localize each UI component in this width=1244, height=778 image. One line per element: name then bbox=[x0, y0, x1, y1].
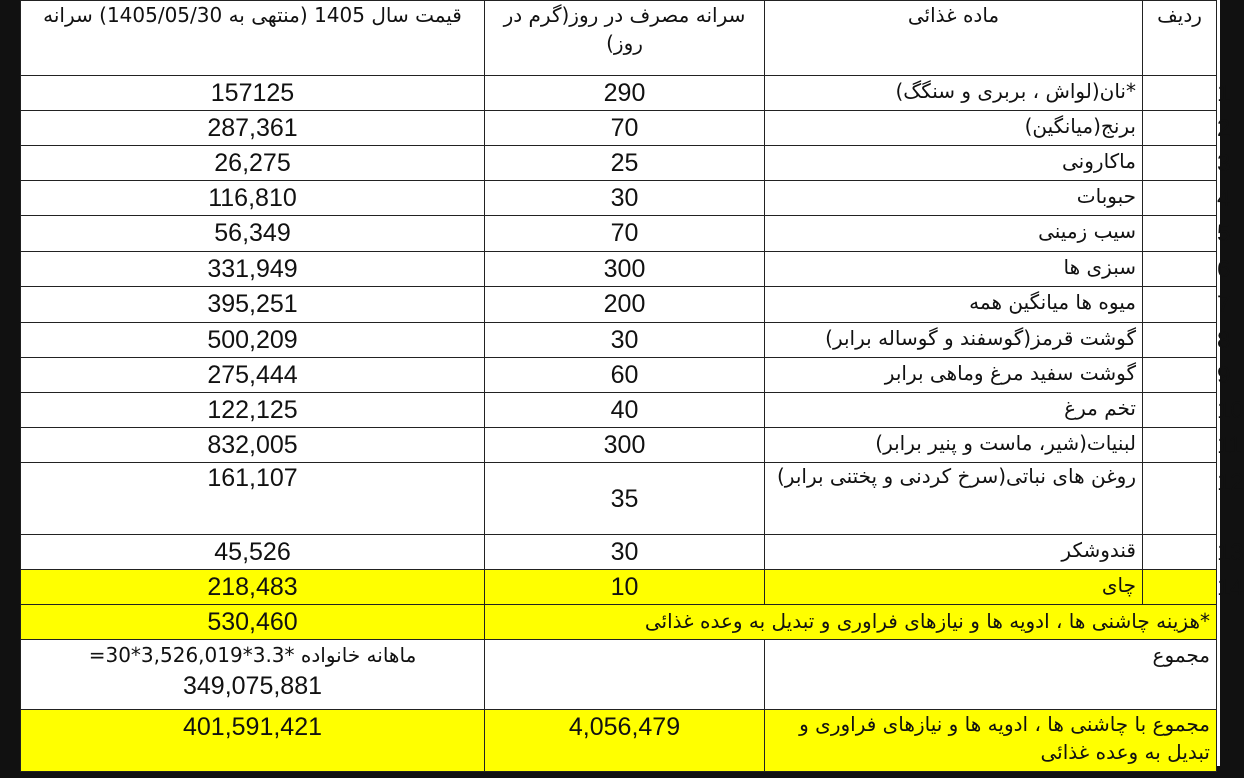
sheet bbox=[20, 0, 1244, 766]
spices-price-cell: 530,460 bbox=[21, 605, 485, 640]
item-cell: روغن های نباتی(سرخ کردنی و پختنی برابر) bbox=[765, 463, 1143, 535]
grand-price-cell: 401,591,421 bbox=[21, 710, 485, 772]
item-cell: چای bbox=[765, 570, 1143, 605]
grams-cell: 30 bbox=[485, 323, 765, 358]
grams-cell: 60 bbox=[485, 358, 765, 393]
spices-row bbox=[21, 605, 1217, 640]
price-cell: 157125 bbox=[21, 76, 485, 111]
food-cost-table bbox=[20, 0, 1244, 772]
row-number-cell: 4 bbox=[1143, 181, 1217, 216]
row-number-cell: 7 bbox=[1143, 287, 1217, 323]
row-number-cell: 13 bbox=[1143, 535, 1217, 570]
table-row bbox=[21, 358, 1217, 393]
item-cell: ماکارونی bbox=[765, 146, 1143, 181]
table-row bbox=[21, 535, 1217, 570]
grams-cell: 40 bbox=[485, 393, 765, 428]
grams-cell: 200 bbox=[485, 287, 765, 323]
monthly-value: 349,075,881 bbox=[182, 672, 323, 700]
item-cell: سبزی ها bbox=[765, 252, 1143, 287]
grams-cell: 70 bbox=[485, 111, 765, 146]
price-cell: 56,349 bbox=[21, 216, 485, 252]
item-cell: برنج(میانگین) bbox=[765, 111, 1143, 146]
price-cell: 218,483 bbox=[21, 570, 485, 605]
monthly-formula: ماهانه خانواده *3.3*3,526,019*30= bbox=[88, 643, 417, 667]
grams-cell: 35 bbox=[485, 463, 765, 535]
grams-cell: 300 bbox=[485, 252, 765, 287]
item-cell: میوه ها میانگین همه bbox=[765, 287, 1143, 323]
header-row bbox=[21, 1, 1217, 76]
grams-cell: 10 bbox=[485, 570, 765, 605]
table-row bbox=[21, 428, 1217, 463]
price-cell: 161,107 bbox=[21, 463, 485, 535]
total-row bbox=[21, 640, 1217, 710]
row-number-cell: 9 bbox=[1143, 358, 1217, 393]
grams-cell: 300 bbox=[485, 428, 765, 463]
row-number-cell: 2 bbox=[1143, 111, 1217, 146]
header-price: قیمت سال 1405 (منتهی به 1405/05/30) سرانه bbox=[21, 1, 485, 76]
row-number-cell: 6 bbox=[1143, 252, 1217, 287]
price-cell: 45,526 bbox=[21, 535, 485, 570]
grams-cell: 70 bbox=[485, 216, 765, 252]
grams-cell: 290 bbox=[485, 76, 765, 111]
row-number-cell: 8 bbox=[1143, 323, 1217, 358]
header-item: ماده غذائی bbox=[765, 1, 1143, 76]
price-cell: 26,275 bbox=[21, 146, 485, 181]
item-cell: قندوشکر bbox=[765, 535, 1143, 570]
row-number-cell: 3 bbox=[1143, 146, 1217, 181]
spices-label-cell: *هزینه چاشنی ها ، ادویه ها و نیازهای فراوری و تبدیل به وعده غذائی bbox=[485, 605, 1217, 640]
table-row bbox=[21, 393, 1217, 428]
item-cell: حبوبات bbox=[765, 181, 1143, 216]
total-label-cell: مجموع bbox=[765, 640, 1217, 710]
table-row bbox=[21, 463, 1217, 535]
grams-cell: 25 bbox=[485, 146, 765, 181]
item-cell: *نان(لواش ، بربری و سنگگ) bbox=[765, 76, 1143, 111]
grams-cell: 30 bbox=[485, 181, 765, 216]
table-row bbox=[21, 146, 1217, 181]
empty-cell bbox=[485, 640, 765, 710]
row-number-cell: 5 bbox=[1143, 216, 1217, 252]
header-row-number: ردیف bbox=[1143, 1, 1217, 76]
table-row bbox=[21, 570, 1217, 605]
table-row bbox=[21, 252, 1217, 287]
table-row bbox=[21, 111, 1217, 146]
table-row bbox=[21, 76, 1217, 111]
grams-cell: 30 bbox=[485, 535, 765, 570]
grand-daily-cell: 4,056,479 bbox=[485, 710, 765, 772]
price-cell: 395,251 bbox=[21, 287, 485, 323]
price-cell: 331,949 bbox=[21, 252, 485, 287]
table-row bbox=[21, 216, 1217, 252]
price-cell: 287,361 bbox=[21, 111, 485, 146]
table-row bbox=[21, 323, 1217, 358]
price-cell: 500,209 bbox=[21, 323, 485, 358]
monthly-cell bbox=[21, 640, 485, 710]
row-number-cell: 11 bbox=[1143, 428, 1217, 463]
table-row bbox=[21, 287, 1217, 323]
grand-label-cell: مجموع با چاشنی ها ، ادویه ها و نیازهای فراوری و تبدیل به وعده غذائی bbox=[765, 710, 1217, 772]
item-cell: سیب زمینی bbox=[765, 216, 1143, 252]
row-number-cell: 14 bbox=[1143, 570, 1217, 605]
item-cell: تخم مرغ bbox=[765, 393, 1143, 428]
price-cell: 116,810 bbox=[21, 181, 485, 216]
table-row bbox=[21, 181, 1217, 216]
grand-total-row bbox=[21, 710, 1217, 772]
item-cell: گوشت سفید مرغ وماهی برابر bbox=[765, 358, 1143, 393]
item-cell: لبنیات(شیر، ماست و پنیر برابر) bbox=[765, 428, 1143, 463]
header-per-capita: سرانه مصرف در روز(گرم در روز) bbox=[485, 1, 765, 76]
row-number-cell: 1 bbox=[1143, 76, 1217, 111]
row-number-cell: 10 bbox=[1143, 393, 1217, 428]
price-cell: 832,005 bbox=[21, 428, 485, 463]
item-cell: گوشت قرمز(گوسفند و گوساله برابر) bbox=[765, 323, 1143, 358]
price-cell: 275,444 bbox=[21, 358, 485, 393]
price-cell: 122,125 bbox=[21, 393, 485, 428]
row-number-cell: 12 bbox=[1143, 463, 1217, 535]
